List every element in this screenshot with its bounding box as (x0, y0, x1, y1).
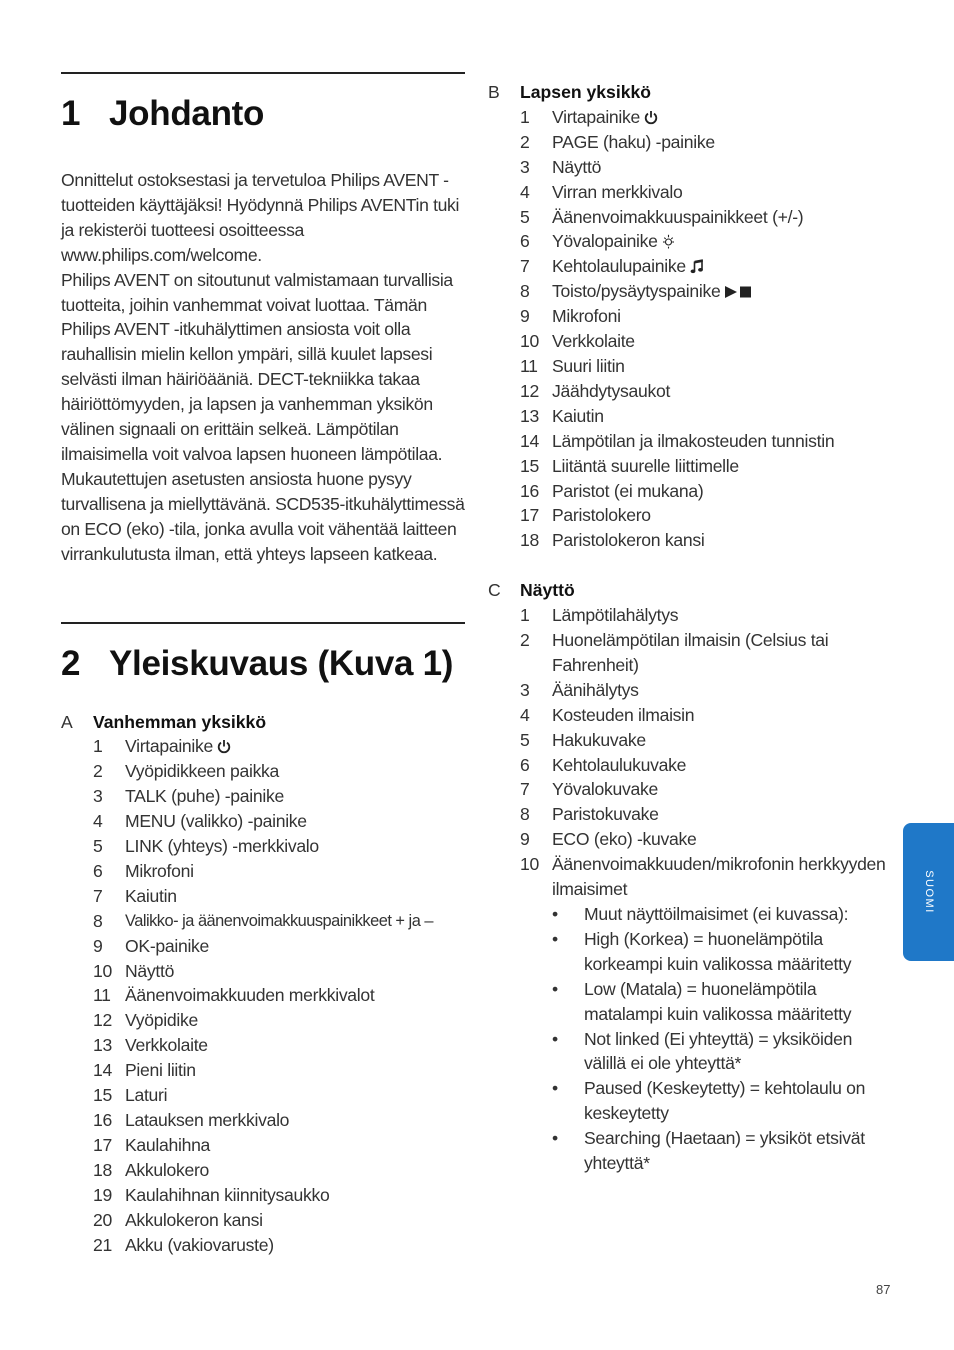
item-number: 10 (520, 331, 539, 352)
bullet-text: Low (Matala) = huonelämpötila matalampi kuin valikossa määritetty (584, 978, 852, 1024)
chapter-1-title: Johdanto (109, 94, 265, 133)
section-b (488, 80, 898, 553)
list-item (488, 404, 898, 429)
item-number: 7 (93, 885, 103, 906)
list-item (61, 784, 465, 809)
music-note-icon (690, 259, 704, 274)
section-b-title: Lapsen yksikkö (520, 82, 652, 102)
section-c-title: Näyttö (520, 580, 575, 601)
intro-paragraph-1: Onnittelut ostoksestasi ja tervetuloa Philips AVENT -tuotteiden käyttäjäksi! Hyödynnä Philips AVENTin tuki ja rekisteröi tuotteesi osoitteessa www.philips.com/welcome. (61, 170, 460, 265)
list-item (61, 834, 465, 859)
bullet-text: High (Korkea) = huonelämpötila korkeampi kuin valikossa määritetty (584, 928, 852, 974)
section-b-letter: B (488, 82, 500, 102)
list-item (61, 983, 465, 1008)
list-item (61, 1083, 465, 1108)
list-item (488, 130, 898, 155)
power-icon (217, 739, 231, 754)
list-item (488, 379, 898, 404)
bullet-text: Not linked (Ei yhteyttä) = yksiköiden välillä ei ole yhteyttä* (584, 1028, 853, 1074)
list-item (61, 1233, 465, 1258)
item-text: LINK (yhteys) -merkkivalo (125, 836, 319, 857)
item-text: Näyttö (552, 156, 602, 177)
item-text: Verkkolaite (552, 331, 635, 352)
section-a-list (61, 734, 465, 1257)
intro-paragraph-2: Philips AVENT on sitoutunut valmistamaan turvallisia tuotteita, joihin vanhemmat voivat luottaa. Tämän Philips AVENT -itkuhälyttimen ansiosta voit olla rauhallisin mielin kellon ympäri, sillä kuulet lapsesi selvästi ilman häiriöääniä. DECT-tekniikka takaa häiriöttömyyden, ja lapsen ja vanhemman yksikön välinen signaali on erittäin selkeä. Lämpötilan ilmaisimella voit valvoa lapsen huoneen lämpötilaa. Mukautettujen asetusten ansiosta huone pysyy turvallisena ja miellyttävänä. SCD535-itkuhälyttimessä on ECO (eko) -tila, jonka avulla voit vähentää laitteen virrankulutusta ilman, että yhteys lapseen katkeaa. (61, 269, 465, 564)
section-c-bullets (488, 902, 898, 1176)
list-item (488, 180, 898, 205)
list-item (488, 603, 898, 628)
item-number: 16 (520, 480, 539, 501)
item-text: Äänenvoimakkuuspainikkeet (+/-) (552, 206, 804, 227)
list-item (488, 479, 898, 504)
list-item (488, 802, 898, 827)
section-c-list (488, 603, 898, 902)
list-item (488, 678, 898, 703)
section-a-letter: A (61, 711, 73, 732)
list-item (488, 777, 898, 802)
item-text: Äänenvoimakkuuden merkkivalot (125, 985, 375, 1006)
item-number: 3 (520, 156, 530, 177)
section-a-title: Vanhemman yksikkö (93, 711, 267, 732)
item-number: 1 (520, 106, 530, 127)
item-number: 18 (93, 1159, 112, 1180)
page-number: 87 (876, 1282, 891, 1297)
item-number: 6 (520, 754, 530, 775)
item-number: 16 (93, 1110, 112, 1130)
item-text (552, 254, 898, 279)
section-c-header (488, 578, 898, 603)
item-number: 3 (520, 679, 530, 700)
item-text: Paristolokero (552, 505, 651, 526)
list-item (61, 1133, 465, 1158)
item-label: Kehtolaulupainike (552, 256, 686, 277)
section-c-letter: C (488, 580, 501, 601)
item-number: 10 (520, 854, 539, 875)
section-a-header (61, 710, 465, 735)
list-item (488, 429, 898, 454)
item-number: 7 (520, 779, 530, 800)
item-text: Kaiutin (552, 405, 604, 426)
bullet-mark: • (552, 978, 558, 999)
item-number: 17 (520, 505, 539, 526)
item-text: Pieni liitin (125, 1060, 196, 1081)
bullet-item (552, 1126, 898, 1176)
list-item (488, 454, 898, 479)
section-b-list (488, 105, 898, 553)
item-text: Jäähdytysaukot (552, 380, 671, 401)
item-text: Vyöpidikkeen paikka (125, 761, 280, 782)
bullet-mark: • (552, 1128, 558, 1149)
item-text: Paristot (ei mukana) (552, 480, 704, 501)
item-number: 8 (93, 910, 103, 931)
item-number: 19 (93, 1184, 112, 1205)
item-text: Paristokuvake (552, 804, 659, 825)
play-stop-icon (724, 285, 754, 299)
item-text (125, 734, 465, 759)
item-number: 11 (93, 985, 111, 1006)
list-item (61, 809, 465, 834)
item-number: 15 (520, 455, 539, 476)
list-item (61, 1183, 465, 1208)
item-text (552, 279, 898, 304)
item-text: Mikrofoni (552, 306, 621, 327)
list-item (61, 959, 465, 984)
chapter-1-rule (61, 72, 465, 74)
chapter-1-heading (61, 94, 465, 134)
item-text: Lämpötilan ja ilmakosteuden tunnistin (552, 430, 835, 451)
list-item (488, 354, 898, 379)
item-number: 2 (520, 630, 530, 651)
item-number: 4 (520, 181, 530, 202)
item-number: 8 (520, 804, 530, 825)
list-item (61, 1058, 465, 1083)
item-number: 12 (93, 1010, 112, 1031)
section-b-header (488, 80, 898, 105)
item-number: 5 (520, 729, 530, 750)
item-number: 9 (520, 829, 530, 850)
item-text: Kaulahihna (125, 1134, 211, 1155)
item-number: 17 (93, 1134, 112, 1155)
list-item (488, 229, 898, 254)
list-item (61, 759, 465, 784)
item-number: 7 (520, 256, 530, 277)
item-text: Kaiutin (125, 885, 177, 906)
bullet-item (552, 1027, 898, 1077)
right-column (488, 80, 898, 1176)
section-a (61, 710, 465, 1258)
power-icon (644, 110, 658, 125)
list-item (488, 852, 898, 902)
bullet-item (552, 902, 898, 927)
list-item (61, 1158, 465, 1183)
list-item (61, 1008, 465, 1033)
chapter-1-number: 1 (61, 94, 81, 133)
item-text: OK-painike (125, 935, 210, 956)
chapter-2-rule (61, 622, 465, 624)
list-item (61, 734, 465, 759)
list-item (61, 1108, 465, 1133)
bullet-mark: • (552, 904, 558, 924)
list-item (488, 155, 898, 180)
bullet-mark: • (552, 1028, 558, 1049)
list-item (61, 884, 465, 909)
item-number: 1 (520, 605, 530, 626)
item-number: 21 (93, 1234, 112, 1255)
bullet-item (552, 977, 898, 1027)
item-number: 13 (93, 1035, 112, 1056)
item-text: Lämpötilahälytys (552, 605, 679, 626)
item-text: Akkulokeron kansi (125, 1209, 263, 1230)
language-tab (903, 823, 954, 961)
list-item (488, 628, 898, 678)
item-text: Hakukuvake (552, 729, 646, 750)
list-item (61, 1033, 465, 1058)
item-text: Akku (vakiovaruste) (125, 1234, 274, 1255)
bullet-text: Searching (Haetaan) = yksiköt etsivät yhteyttä* (584, 1128, 865, 1174)
item-text: PAGE (haku) -painike (552, 131, 715, 152)
item-number: 5 (93, 836, 103, 857)
item-label: Virtapainike (125, 736, 214, 757)
item-number: 6 (93, 860, 103, 881)
bullet-text: Muut näyttöilmaisimet (ei kuvassa): (584, 904, 849, 924)
item-number: 3 (93, 786, 103, 807)
item-number: 20 (93, 1209, 112, 1230)
list-item (488, 254, 898, 279)
list-item (61, 909, 465, 934)
language-tab-label: SUOMI (922, 870, 935, 914)
item-number: 14 (520, 430, 539, 451)
chapter-2-heading (61, 644, 465, 684)
item-number: 10 (93, 960, 112, 981)
list-item (61, 934, 465, 959)
item-text: Valikko- ja äänenvoimakkuuspainikkeet + ja – (125, 911, 433, 930)
bullet-item (552, 927, 898, 977)
item-number: 14 (93, 1060, 112, 1081)
item-number: 4 (520, 704, 530, 725)
item-number: 2 (520, 131, 530, 152)
night-light-icon (662, 234, 675, 249)
list-item (488, 329, 898, 354)
item-text: Laturi (125, 1085, 168, 1106)
item-number: 13 (520, 405, 539, 426)
item-text (552, 105, 898, 130)
list-item (488, 753, 898, 778)
list-item (488, 528, 898, 553)
list-item (61, 859, 465, 884)
item-text: Näyttö (125, 960, 175, 981)
item-text: Akkulokero (125, 1159, 210, 1180)
item-text: MENU (valikko) -painike (125, 811, 307, 832)
item-text: ECO (eko) -kuvake (552, 829, 697, 850)
chapter-2-title: Yleiskuvaus (Kuva 1) (109, 643, 454, 683)
item-number: 11 (520, 355, 538, 376)
chapter-2-number: 2 (61, 643, 81, 683)
item-number: 1 (93, 736, 103, 757)
list-item (61, 1208, 465, 1233)
list-item (488, 827, 898, 852)
list-item (488, 279, 898, 304)
item-text: Vyöpidike (125, 1010, 198, 1031)
list-item (488, 304, 898, 329)
list-item (488, 728, 898, 753)
item-label: Yövalopainike (552, 231, 658, 252)
item-number: 9 (520, 306, 530, 327)
list-item (488, 703, 898, 728)
item-text: Mikrofoni (125, 860, 194, 881)
item-text: Paristolokeron kansi (552, 530, 705, 551)
item-text: TALK (puhe) -painike (125, 786, 284, 807)
list-item (488, 205, 898, 230)
item-number: 4 (93, 811, 103, 832)
item-text: Kosteuden ilmaisin (552, 704, 695, 725)
list-item (488, 503, 898, 528)
item-number: 18 (520, 530, 539, 551)
item-number: 5 (520, 206, 530, 227)
bullet-text: Paused (Keskeytetty) = kehtolaulu on keskeytetty (584, 1078, 866, 1124)
bullet-mark: • (552, 1078, 558, 1099)
item-number: 12 (520, 380, 539, 401)
item-number: 6 (520, 231, 530, 252)
item-text: Kehtolaulukuvake (552, 754, 687, 775)
item-text: Huonelämpötilan ilmaisin (Celsius tai Fahrenheit) (552, 630, 829, 675)
item-label: Toisto/pysäytyspainike (552, 281, 721, 302)
item-text: Äänenvoimakkuuden/mikrofonin herkkyyden ilmaisimet (552, 854, 886, 900)
item-number: 9 (93, 935, 103, 956)
item-text: Verkkolaite (125, 1035, 208, 1056)
item-text: Kaulahihnan kiinnitysaukko (125, 1184, 330, 1205)
item-label: Virtapainike (552, 106, 641, 127)
item-number: 8 (520, 281, 530, 302)
left-column (61, 72, 465, 1257)
bullet-item (552, 1076, 898, 1126)
item-text: Yövalokuvake (552, 779, 658, 800)
item-number: 15 (93, 1085, 112, 1106)
item-text: Liitäntä suurelle liittimelle (552, 455, 739, 476)
item-text: Latauksen merkkivalo (125, 1110, 290, 1130)
item-text: Suuri liitin (552, 355, 625, 376)
list-item (488, 105, 898, 130)
item-text (552, 229, 898, 254)
item-number: 2 (93, 761, 103, 782)
section-c (488, 578, 898, 1176)
bullet-mark: • (552, 928, 558, 949)
item-text: Virran merkkivalo (552, 181, 683, 202)
item-text: Äänihälytys (552, 679, 639, 700)
